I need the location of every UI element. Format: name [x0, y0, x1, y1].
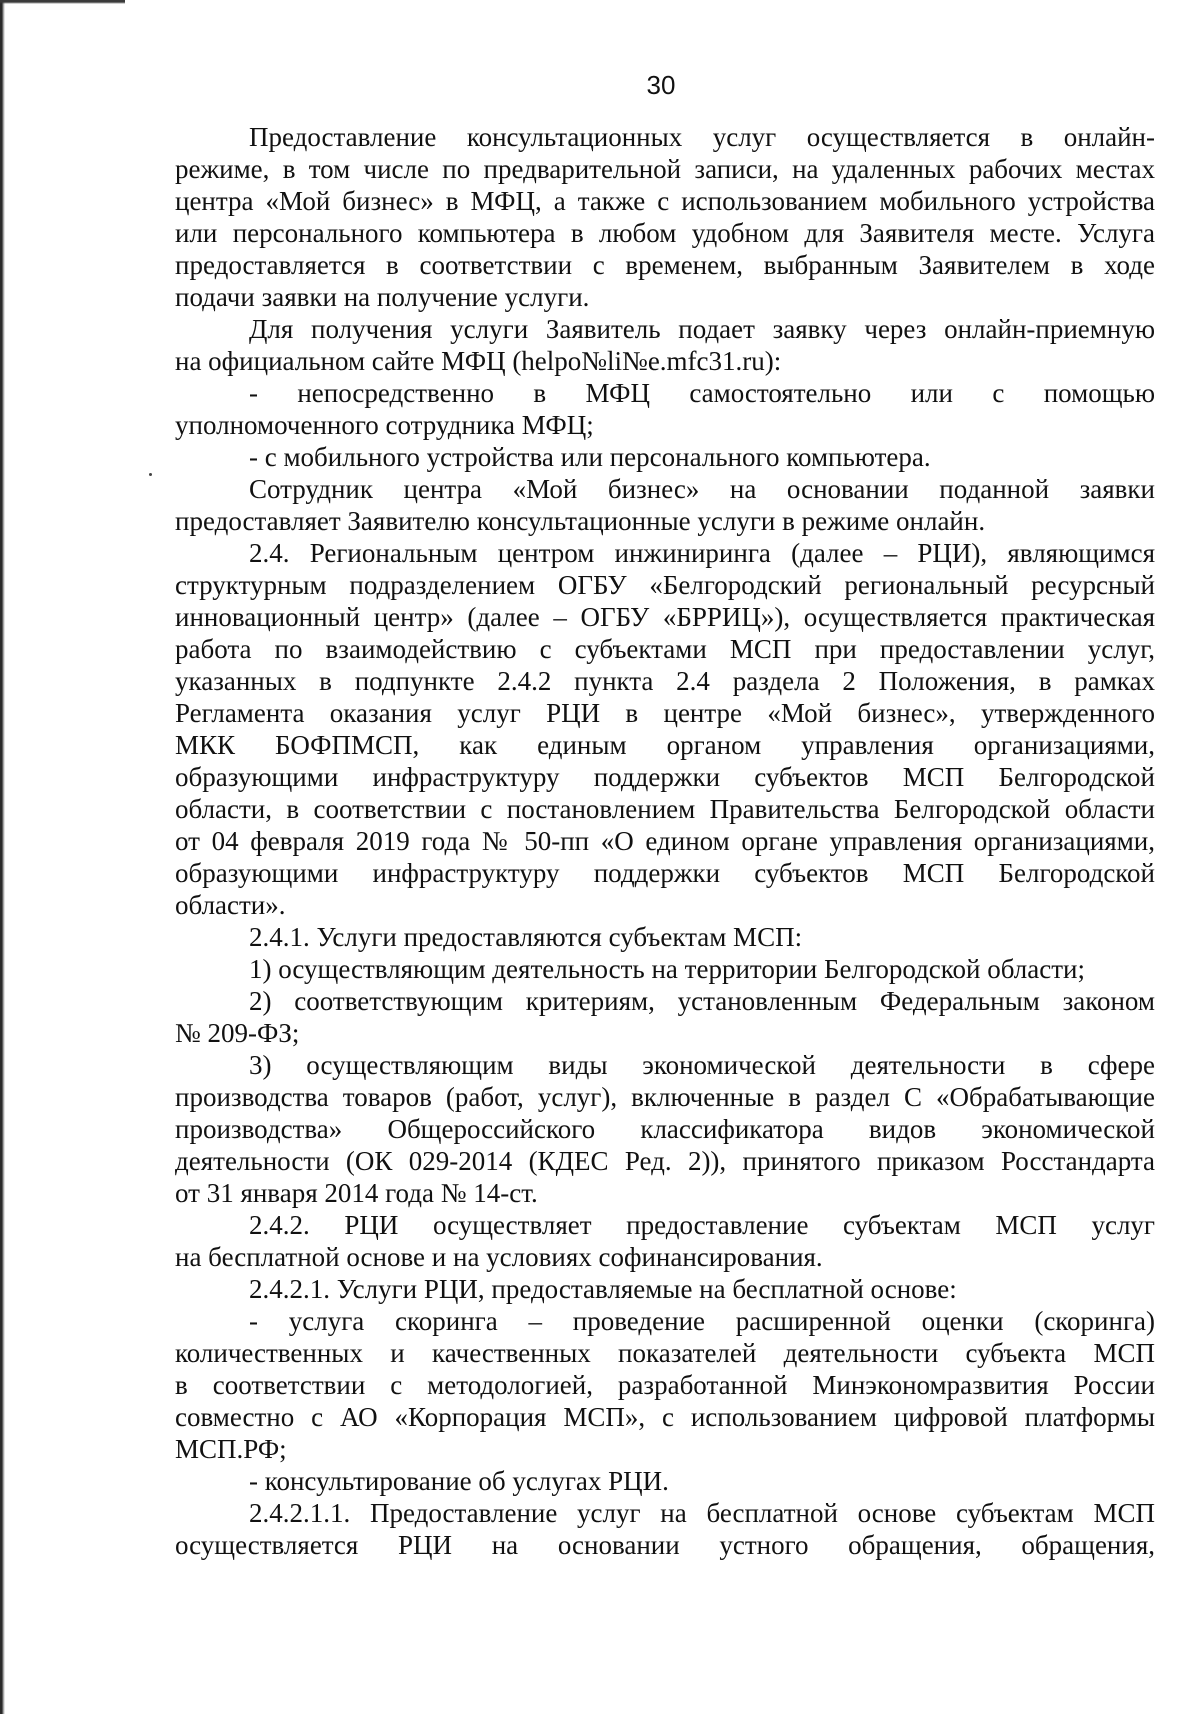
text-line: работа по взаимодействию с субъектами МСП при предоставлении услуг, — [175, 634, 1155, 664]
text-line: в соответствии с методологией, разработанной Минэкономразвития России — [175, 1370, 1155, 1400]
text-line: МКК БОФПМСП, как единым органом управления организациями, — [175, 730, 1155, 760]
text-line: количественных и качественных показателей деятельности субъекта МСП — [175, 1338, 1155, 1368]
text-line: Регламента оказания услуг РЦИ в центре «Мой бизнес», утвержденного — [175, 698, 1155, 728]
scan-edge-left — [0, 0, 5, 1714]
scan-speck — [149, 473, 152, 476]
text-line: области». — [175, 890, 286, 920]
text-line: 2.4.1. Услуги предоставляются субъектам МСП: — [249, 922, 803, 952]
text-line: структурным подразделением ОГБУ «Белгородский региональный ресурсный — [175, 570, 1155, 600]
text-line: 2) соответствующим критериям, установленным Федеральным законом — [249, 986, 1155, 1016]
paragraph-consulting-online — [175, 121, 1155, 313]
list-item-from-device — [175, 441, 1155, 473]
text-line: на официальном сайте МФЦ (helpo№li№e.mfc31.ru): — [175, 346, 782, 376]
text-line: деятельности (ОК 029-2014 (КДЕС Ред. 2)), принятого приказом Росстандарта — [175, 1146, 1155, 1176]
paragraph-2-4-1 — [175, 921, 1155, 953]
text-line: Для получения услуги Заявитель подает заявку через онлайн-приемную — [249, 314, 1155, 344]
text-line: предоставляется в соответствии с временем, выбранным Заявителем в ходе — [175, 250, 1155, 280]
text-line: 2.4.2.1.1. Предоставление услуг на бесплатной основе субъектам МСП — [249, 1498, 1155, 1528]
text-line: образующими инфраструктуру поддержки субъектов МСП Белгородской — [175, 762, 1155, 792]
text-line: от 31 января 2014 года № 14-ст. — [175, 1178, 538, 1208]
paragraph-2-4-2-1 — [175, 1273, 1155, 1305]
text-line: производства товаров (работ, услуг), включенные в раздел С «Обрабатывающие — [175, 1082, 1155, 1112]
list-item-1 — [175, 953, 1155, 985]
list-item-consulting — [175, 1465, 1155, 1497]
text-line: осуществляется РЦИ на основании устного обращения, обращения, — [175, 1530, 1155, 1560]
scan-edge-top — [0, 0, 125, 4]
text-line: от 04 февраля 2019 года № 50-пп «О едином органе управления организациями, — [175, 826, 1155, 856]
text-line: - услуга скоринга – проведение расширенной оценки (скоринга) — [249, 1306, 1155, 1336]
paragraph-online-reception — [175, 313, 1155, 377]
text-line: указанных в подпункте 2.4.2 пункта 2.4 раздела 2 Положения, в рамках — [175, 666, 1155, 696]
text-line: Сотрудник центра «Мой бизнес» на основании поданной заявки — [249, 474, 1155, 504]
document-body — [175, 121, 1155, 1561]
text-line: совместно с АО «Корпорация МСП», с использованием цифровой платформы — [175, 1402, 1155, 1432]
text-line: или персонального компьютера в любом удобном для Заявителя месте. Услуга — [175, 218, 1155, 248]
text-line: подачи заявки на получение услуги. — [175, 282, 590, 312]
text-line: предоставляет Заявителю консультационные услуги в режиме онлайн. — [175, 506, 986, 536]
text-line: области, в соответствии с постановлением Правительства Белгородской области — [175, 794, 1155, 824]
text-line: МСП.РФ; — [175, 1434, 287, 1464]
text-line: 2.4.2.1. Услуги РЦИ, предоставляемые на бесплатной основе: — [249, 1274, 957, 1304]
text-line: Предоставление консультационных услуг осуществляется в онлайн- — [249, 122, 1155, 152]
paragraph-2-4-2-1-1 — [175, 1497, 1155, 1561]
text-line: инновационный центр» (далее – ОГБУ «БРРИЦ»), осуществляется практическая — [175, 602, 1155, 632]
text-line: режиме, в том числе по предварительной записи, на удаленных рабочих местах — [175, 154, 1155, 184]
text-line: - консультирование об услугах РЦИ. — [249, 1466, 669, 1496]
text-line: 1) осуществляющим деятельность на территории Белгородской области; — [249, 954, 1085, 984]
text-line: уполномоченного сотрудника МФЦ; — [175, 410, 594, 440]
text-line: центра «Мой бизнес» в МФЦ, а также с использованием мобильного устройства — [175, 186, 1155, 216]
text-line: 3) осуществляющим виды экономической деятельности в сфере — [249, 1050, 1155, 1080]
list-item-3 — [175, 1049, 1155, 1209]
text-line: образующими инфраструктуру поддержки субъектов МСП Белгородской — [175, 858, 1155, 888]
text-line: на бесплатной основе и на условиях софинансирования. — [175, 1242, 823, 1272]
text-line: 2.4. Региональным центром инжиниринга (далее – РЦИ), являющимся — [249, 538, 1155, 568]
text-line: - с мобильного устройства или персонального компьютера. — [249, 442, 931, 472]
text-line: 2.4.2. РЦИ осуществляет предоставление субъектам МСП услуг — [249, 1210, 1155, 1240]
list-item-2 — [175, 985, 1155, 1049]
list-item-directly-in-mfc — [175, 377, 1155, 441]
text-line: № 209-ФЗ; — [175, 1018, 300, 1048]
paragraph-employee-provides — [175, 473, 1155, 537]
text-line: - непосредственно в МФЦ самостоятельно или с помощью — [249, 378, 1155, 408]
list-item-scoring — [175, 1305, 1155, 1465]
paragraph-2-4-2 — [175, 1209, 1155, 1273]
page-number: 30 — [646, 70, 676, 100]
paragraph-2-4-rci — [175, 537, 1155, 921]
text-line: производства» Общероссийского классификатора видов экономической — [175, 1114, 1155, 1144]
